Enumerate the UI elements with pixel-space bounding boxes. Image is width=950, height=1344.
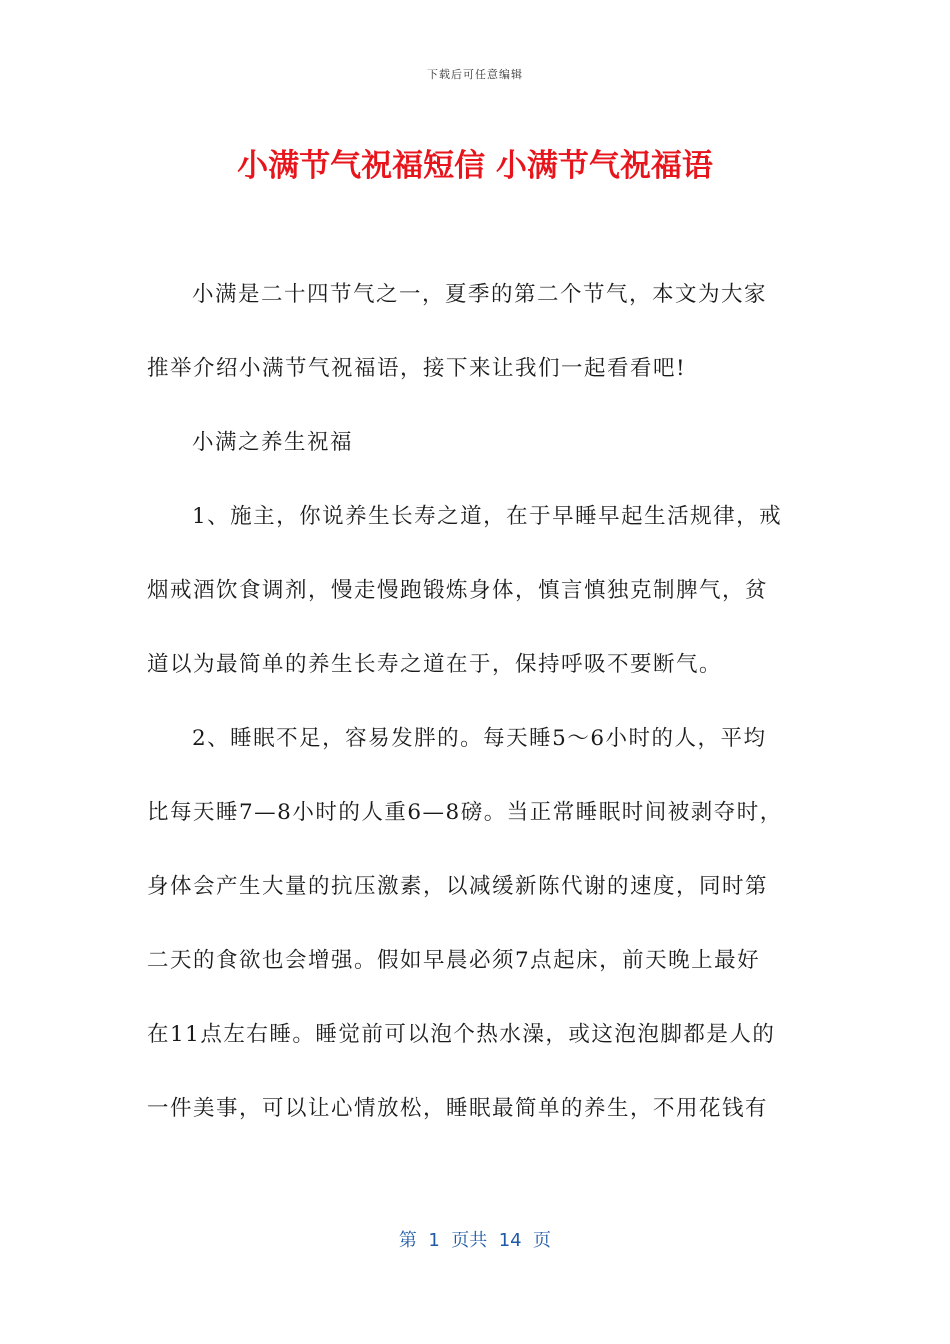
- paragraph-line: 2、睡眠不足，容易发胖的。每天睡5～6小时的人，平均: [192, 726, 767, 751]
- paragraph-line: 一件美事，可以让心情放松，睡眠最简单的养生，不用花钱有: [147, 1096, 769, 1121]
- paragraph-line: 推举介绍小满节气祝福语，接下来让我们一起看看吧!: [147, 356, 687, 381]
- paragraph-line: 烟戒酒饮食调剂，慢走慢跑锻炼身体，慎言慎独克制脾气，贫: [147, 578, 769, 603]
- paragraph-line: 二天的食欲也会增强。假如早晨必须7点起床，前天晚上最好: [147, 948, 761, 973]
- paragraph-line: 1、施主，你说养生长寿之道，在于早睡早起生活规律，戒: [192, 504, 783, 529]
- section-heading: 小满之养生祝福: [192, 430, 354, 455]
- document-body: [147, 258, 807, 1146]
- paragraph-line: 在11点左右睡。睡觉前可以泡个热水澡，或这泡泡脚都是人的: [147, 1022, 776, 1047]
- paragraph-line: 小满是二十四节气之一，夏季的第二个节气，本文为大家: [192, 282, 768, 307]
- paragraph-line: 道以为最简单的养生长寿之道在于，保持呼吸不要断气。: [147, 652, 723, 677]
- page-number-footer: 第 1 页共 14 页: [398, 1230, 552, 1251]
- paragraph-line: 比每天睡7—8小时的人重6—8磅。当正常睡眠时间被剥夺时，: [147, 800, 783, 825]
- paragraph-line: 身体会产生大量的抗压激素，以减缓新陈代谢的速度，同时第: [147, 874, 769, 899]
- document-title: 小满节气祝福短信 小满节气祝福语: [237, 148, 713, 184]
- header-note: 下载后可任意编辑: [427, 68, 523, 81]
